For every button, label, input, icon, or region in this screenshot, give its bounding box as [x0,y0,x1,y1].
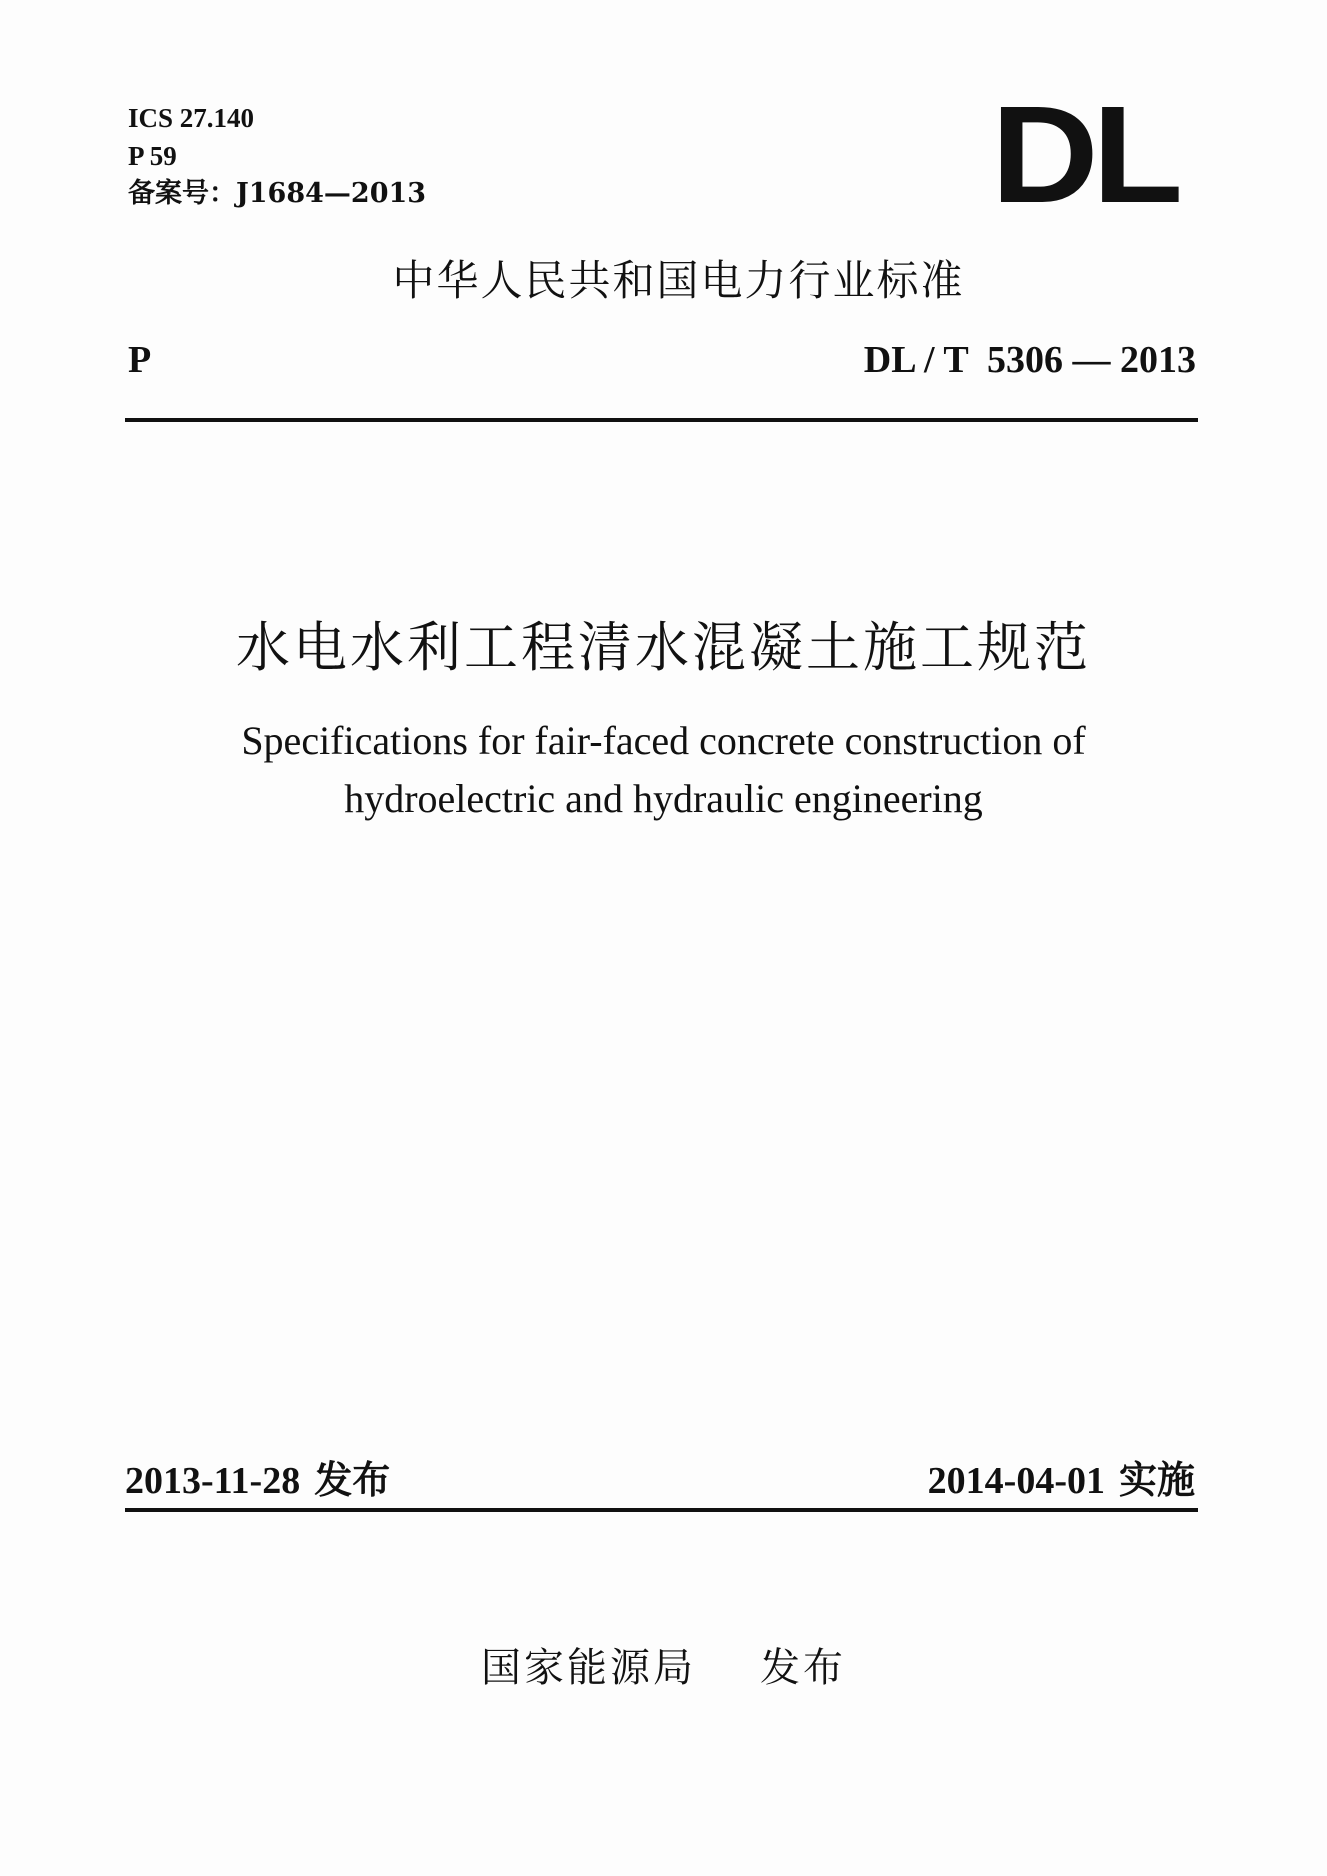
classification-code: P [128,339,152,381]
title-english-line2: hydroelectric and hydraulic engineering [344,776,983,821]
top-divider [125,418,1198,422]
publisher-name: 国家能源局 [481,1645,696,1691]
title-english [0,712,1327,828]
dl-logo: DL [991,78,1177,232]
title-english-line1: Specifications for fair-faced concrete construction of [241,718,1086,763]
class-line: P 59 [128,141,177,171]
effective-date-block [928,1449,1195,1504]
title-chinese: 水电水利工程清水混凝土施工规范 [236,616,1091,679]
issue-date: 2013-11-28 [125,1460,301,1502]
ics-code: ICS 27.140 [128,103,255,133]
issue-date-block [125,1449,390,1504]
publisher-line [0,1636,1327,1693]
standard-number: DL / T 5306 — 2013 [863,339,1196,381]
industry-standard-heading: 中华人民共和国电力行业标准 [392,256,965,305]
publisher-action: 发布 [760,1645,846,1691]
effective-date: 2014-04-01 [927,1460,1105,1502]
effective-label: 实施 [1118,1458,1195,1502]
record-number: 备案号：J1684—2013 [128,178,427,209]
issue-label: 发布 [314,1458,391,1502]
bottom-divider [125,1508,1198,1512]
